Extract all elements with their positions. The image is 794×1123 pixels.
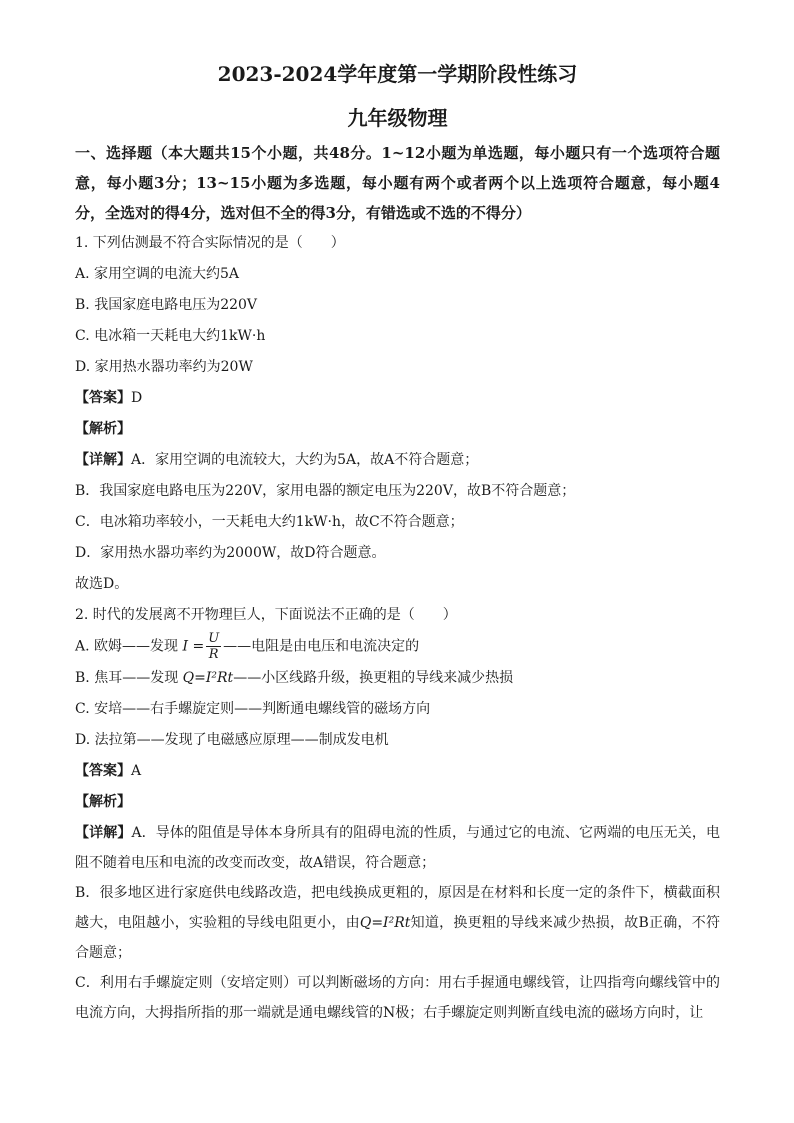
question-2-option-b bbox=[75, 663, 720, 694]
detail-text: A．家用空调的电流较大，大约为5A，故A不符合题意； bbox=[131, 452, 479, 468]
question-2-stem: 2. 时代的发展离不开物理巨人，下面说法不正确的是（ ） bbox=[75, 607, 457, 623]
question-2-answer bbox=[75, 756, 720, 787]
formula-lhs: I = bbox=[182, 638, 205, 655]
question-1-conclusion: 故选D。 bbox=[75, 576, 129, 592]
answer-value: A bbox=[131, 762, 142, 779]
question-1-option-b: B. 我国家庭电路电压为220V bbox=[75, 297, 258, 313]
question-1-detail-a bbox=[75, 445, 720, 476]
detail-b-prefix: B．很多地区进行家庭供电线路改造，把电线换成更粗的，原因是在材料和长度一定的条件下，横截面积越大，电阻越小，实验粗的导线电阻更小，由 bbox=[75, 884, 720, 931]
option-b-prefix: B. 焦耳——发现 bbox=[75, 669, 179, 686]
question-1-stem: 1. 下列估测最不符合实际情况的是（ ） bbox=[75, 235, 345, 251]
question-2-detail-a bbox=[75, 818, 720, 878]
section-heading: 一、选择题（本大题共15个小题，共48分。1~12小题为单选题，每小题只有一个选项符合题意，每小题3分；13~15小题为多选题，每小题有两个或者两个以上选项符合题意，每小题4分，全选对的得4分，选对但不全的得3分，有错选或不选的不得分） bbox=[75, 144, 720, 222]
formula: Q=I²Rt bbox=[359, 914, 411, 931]
question-2-detail-c: C．利用右手螺旋定则（安培定则）可以判断磁场的方向：用右手握通电螺线管，让四指弯向螺线管中的电流方向，大拇指所指的那一端就是通电螺线管的N极；右手螺旋定则判断直线电流的磁场方向时，让 bbox=[75, 974, 720, 1021]
question-2-option-a bbox=[75, 631, 720, 663]
detail-b-suffix: 知道，换更粗的导线来减少热损，故B正确，不符合题意； bbox=[75, 914, 720, 961]
question-2-option-c: C. 安培——右手螺旋定则——判断通电螺线管的磁场方向 bbox=[75, 700, 431, 717]
question-1-detail-b: B．我国家庭电路电压为220V，家用电器的额定电压为220V，故B不符合题意； bbox=[75, 483, 576, 499]
question-1-detail-d: D．家用热水器功率约为2000W，故D符合题意。 bbox=[75, 545, 386, 561]
page-title: 2023-2024学年度第一学期阶段性练习 bbox=[217, 62, 578, 86]
answer-label: 【答案】 bbox=[75, 762, 131, 779]
question-1-option-a: A. 家用空调的电流大约5A bbox=[75, 266, 240, 282]
formula-fraction bbox=[206, 631, 221, 662]
question-1-option-c: C. 电冰箱一天耗电大约1kW·h bbox=[75, 328, 266, 344]
page-subtitle: 九年级物理 bbox=[347, 106, 448, 130]
answer-value: D bbox=[131, 390, 143, 406]
document-page bbox=[75, 58, 720, 1028]
question-1-answer bbox=[75, 383, 720, 414]
option-b-suffix: ——小区线路升级，换更粗的导线来减少热损 bbox=[233, 669, 514, 686]
formula: Q=I²Rt bbox=[182, 669, 234, 686]
question-2-detail-b bbox=[75, 878, 720, 968]
fraction-denominator: R bbox=[208, 647, 219, 662]
question-1-detail-c: C．电冰箱功率较小，一天耗电大约1kW·h，故C不符合题意； bbox=[75, 514, 464, 530]
detail-label: 【详解】 bbox=[75, 452, 131, 468]
question-1-analysis-label: 【解析】 bbox=[75, 421, 131, 437]
answer-label: 【答案】 bbox=[75, 390, 131, 406]
option-a-suffix: ——电阻是由电压和电流决定的 bbox=[223, 638, 420, 655]
detail-text: A．导体的阻值是导体本身所具有的阻碍电流的性质，与通过它的电流、它两端的电压无关，电阻不随着电压和电流的改变而改变，故A错误，符合题意； bbox=[75, 824, 721, 871]
fraction-numerator: U bbox=[208, 631, 220, 646]
question-2-analysis-label: 【解析】 bbox=[75, 793, 131, 810]
option-a-prefix: A. 欧姆——发现 bbox=[75, 638, 179, 655]
question-1-option-d: D. 家用热水器功率约为20W bbox=[75, 359, 253, 375]
detail-label: 【详解】 bbox=[75, 824, 132, 841]
question-2-option-d: D. 法拉第——发现了电磁感应原理——制成发电机 bbox=[75, 731, 389, 748]
